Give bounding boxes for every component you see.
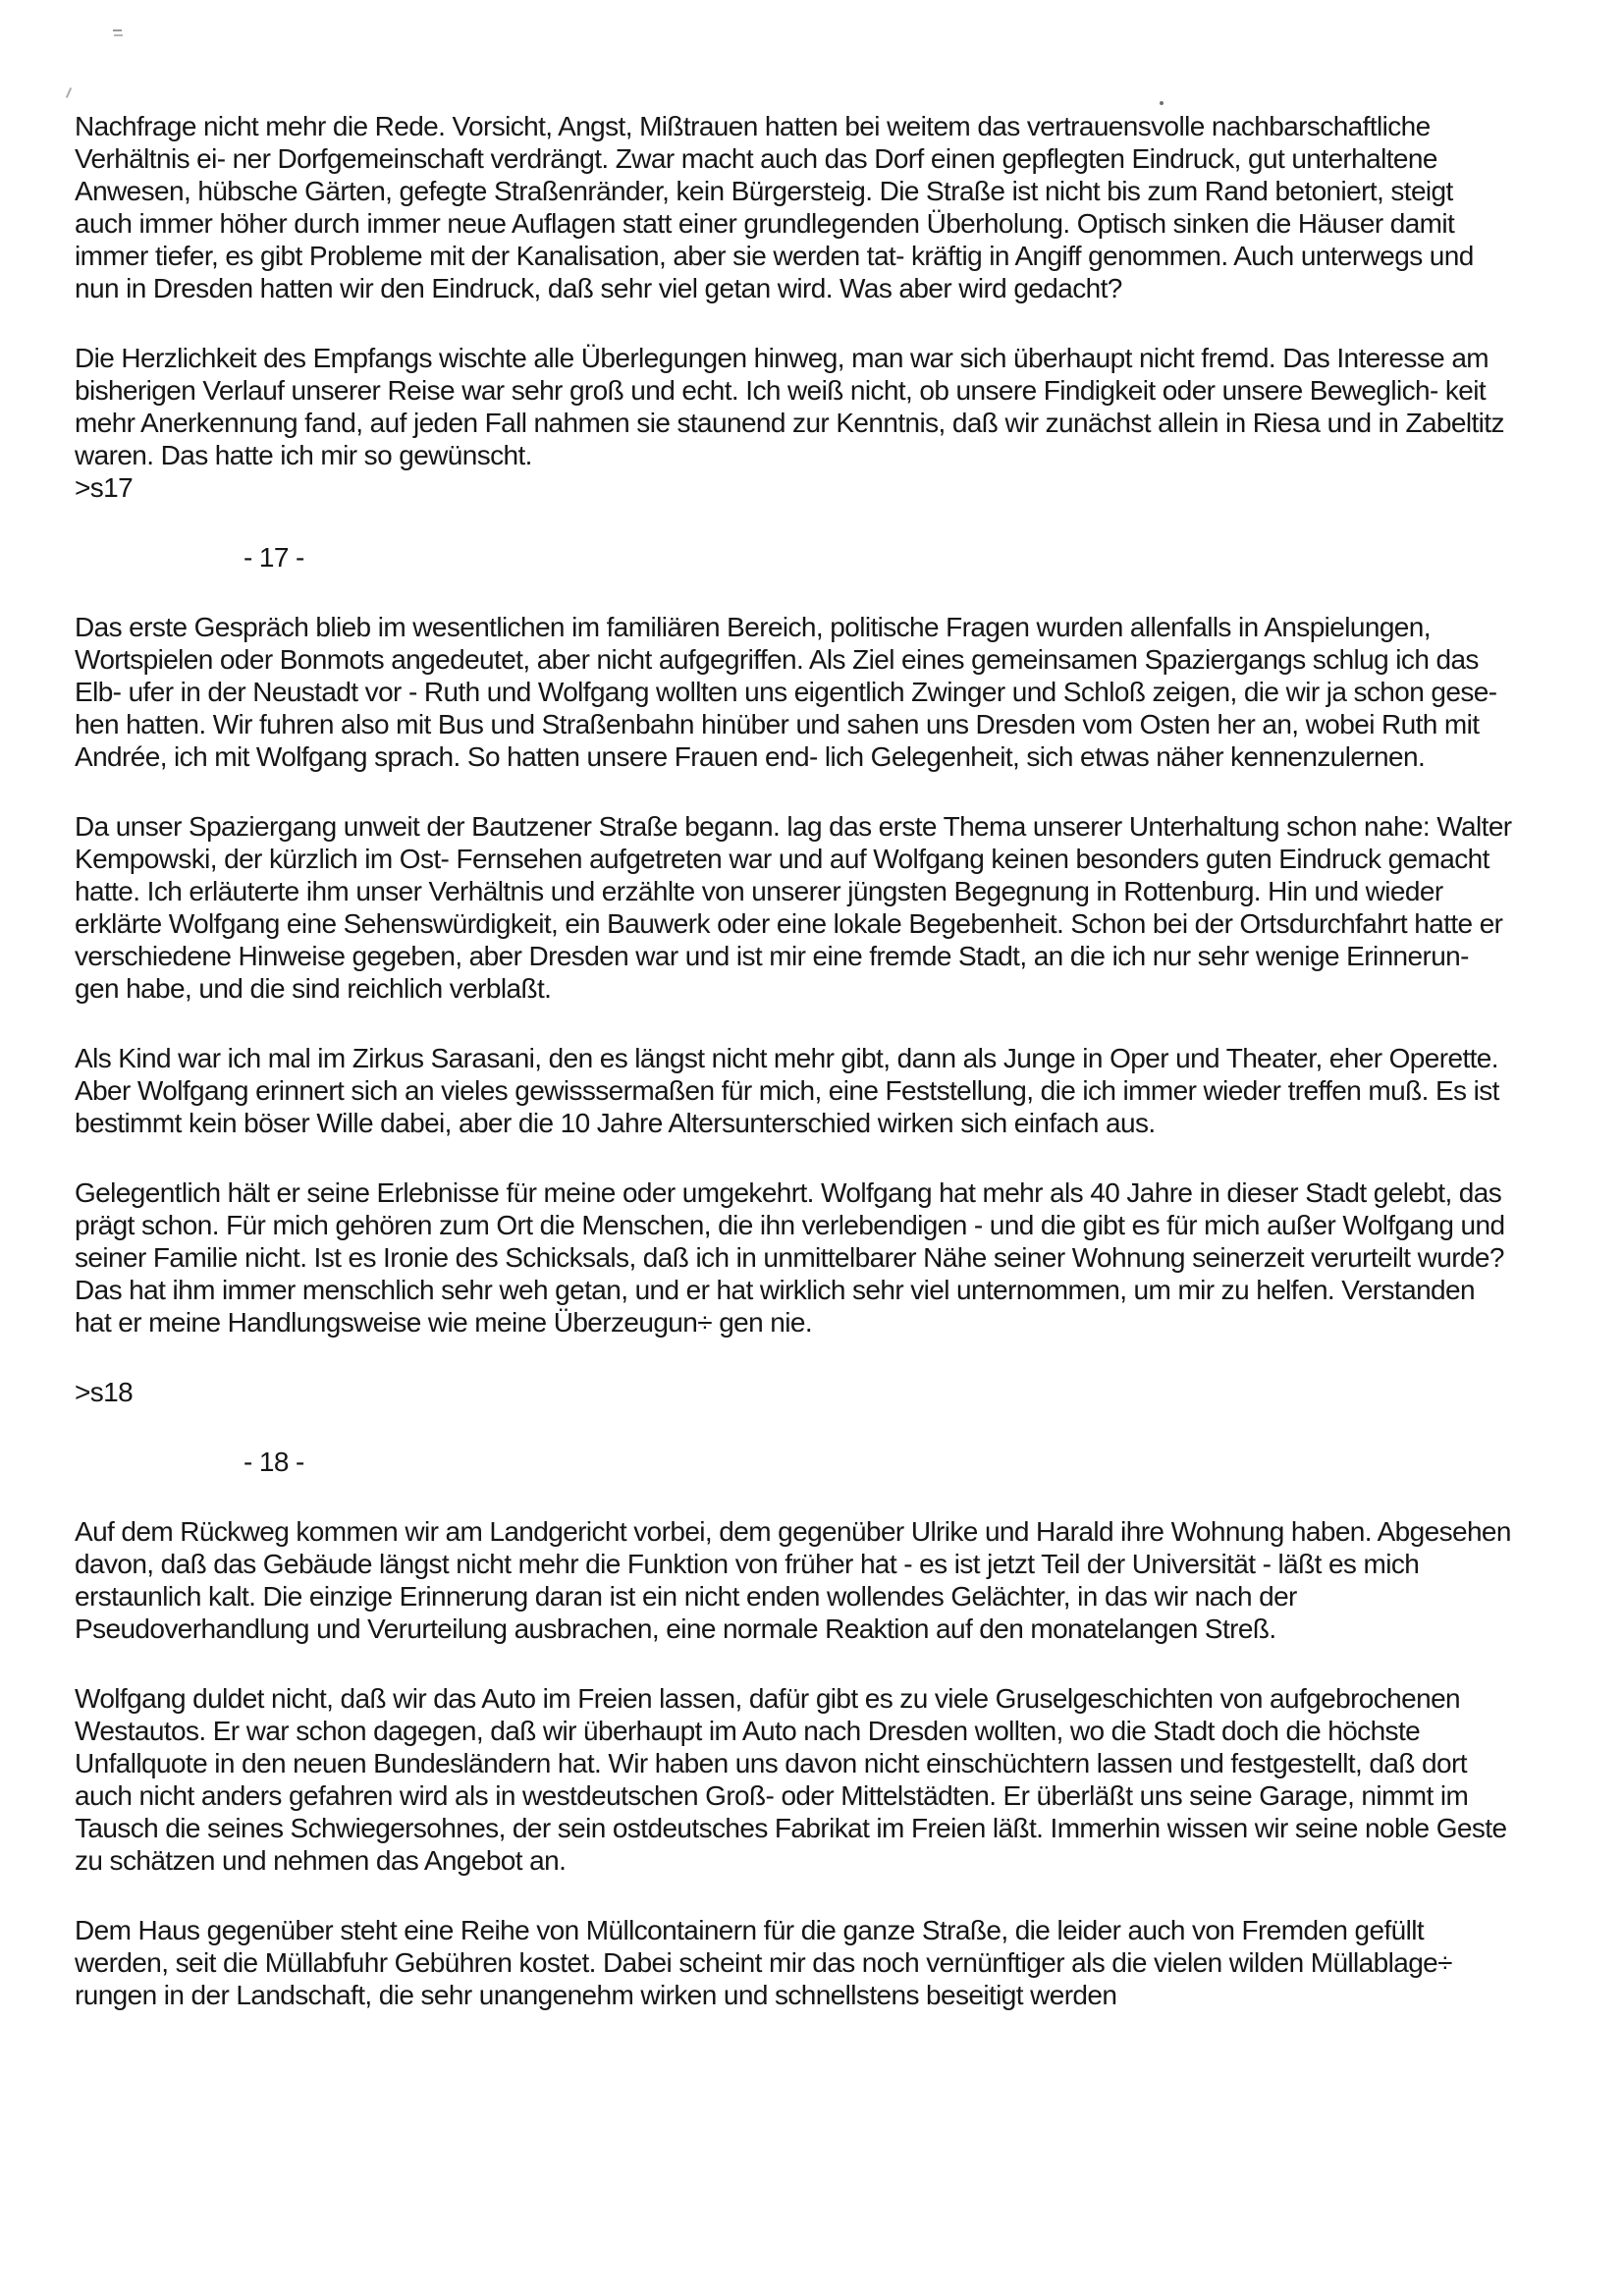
page-marker: - 17 - [244,542,304,573]
paragraph: Die Herzlichkeit des Empfangs wischte alle Überlegungen hinweg, man war sich überhaupt nicht fremd. Das Interesse am bisherigen Verlauf unserer Reise war sehr groß und echt. Ich weiß nicht, ob unsere Findigkeit oder unsere Beweglich- keit mehr Anerkennung fand, auf jeden Fall nahmen sie staunend zur Kenntnis, daß wir zunächst allein in Riesa und in Zabeltitz waren. Das hatte ich mir so gewünscht. [75,343,1504,470]
section-tag: >s17 [75,472,134,503]
paragraph: Gelegentlich hält er seine Erlebnisse für meine oder umgekehrt. Wolfgang hat mehr als 40 Jahre in dieser Stadt gelebt, das prägt schon. Für mich gehören zum Ort die Menschen, die ihn verlebendigen - und die gibt es für mich außer Wolfgang und seiner Familie nicht. Ist es Ironie des Schicksals, daß ich in unmittelbarer Nähe seiner Wohnung seinerzeit verurteilt wurde? Das hat ihm immer menschlich sehr weh getan, und er hat wirklich sehr viel unternommen, um mir zu helfen. Verstanden hat er meine Handlungsweise wie meine Überzeugun÷ gen nie. [75,1177,1505,1338]
paragraph: Als Kind war ich mal im Zirkus Sarasani, den es längst nicht mehr gibt, dann als Junge in Oper und Theater, eher Operette. Aber Wolfgang erinnert sich an vieles gewisssermaßen für mich, eine Feststellung, die ich immer wieder treffen muß. Es ist bestimmt kein böser Wille dabei, aber die 10 Jahre Altersunterschied wirken sich einfach aus. [75,1043,1499,1138]
paragraph: Nachfrage nicht mehr die Rede. Vorsicht, Angst, Mißtrauen hatten bei weitem das vertrauensvolle nachbarschaftliche Verhältnis ei- ner Dorfgemeinschaft verdrängt. Zwar macht auch das Dorf einen gepflegten Eindruck, gut unterhaltene Anwesen, hübsche Gärten, gefegte Straßenränder, kein Bürgersteig. Die Straße ist nicht bis zum Rand betoniert, steigt auch immer höher durch immer neue Auflagen statt einer grundlegenden Überholung. Optisch sinken die Häuser damit immer tiefer, es gibt Probleme mit der Kanalisation, aber sie werden tat- kräftig in Angiff genommen. Auch unterwegs und nun in Dresden hatten wir den Eindruck, daß sehr viel getan wird. Was aber wird gedacht? [75,111,1474,303]
page-marker: - 18 - [244,1447,304,1477]
text-column [75,110,1514,2049]
scan-artifact-top [113,29,122,31]
paragraph: Wolfgang duldet nicht, daß wir das Auto im Freien lassen, dafür gibt es zu viele Gruselgeschichten von aufgebrochenen Westautos. Er war schon dagegen, daß wir überhaupt im Auto nach Dresden wollten, wo die Stadt doch die höchste Unfallquote in den neuen Bundesländern hat. Wir haben uns davon nicht einschüchtern lassen und festgestellt, daß dort auch nicht anders gefahren wird als in westdeutschen Groß- oder Mittelstädten. Er überläßt uns seine Garage, nimmt im Tausch die seines Schwiegersohnes, der sein ostdeutsches Fabrikat im Freien läßt. Immerhin wissen wir seine noble Geste zu schätzen und nehmen das Angebot an. [75,1683,1507,1876]
section-tag: >s18 [75,1377,134,1407]
scan-artifact-margin-tick [66,87,72,98]
paragraph: Da unser Spaziergang unweit der Bautzener Straße begann. lag das erste Thema unserer Unterhaltung schon nahe: Walter Kempowski, der kürzlich im Ost- Fernsehen aufgetreten war und auf Wolfgang keinen besonders guten Eindruck gemacht hatte. Ich erläuterte ihm unser Verhältnis und erzählte von unserer jüngsten Begegnung in Rottenburg. Hin und wieder erklärte Wolfgang eine Sehenswürdigkeit, ein Bauwerk oder eine lokale Begebenheit. Schon bei der Ortsdurchfahrt hatte er verschiedene Hinweise gegeben, aber Dresden war und ist mir eine fremde Stadt, an die ich nur sehr wenige Erinnerun- gen habe, und die sind reichlich verblaßt. [75,811,1512,1004]
paragraph: Dem Haus gegenüber steht eine Reihe von Müllcontainern für die ganze Straße, die leider auch von Fremden gefüllt werden, seit die Müllabfuhr Gebühren kostet. Dabei scheint mir das noch vernünftiger als die vielen wilden Müllablage÷ rungen in der Landschaft, die sehr unangenehm wirken und schnellstens beseitigt werden [75,1915,1452,2010]
paragraph: Das erste Gespräch blieb im wesentlichen im familiären Bereich, politische Fragen wurden allenfalls in Anspielungen, Wortspielen oder Bonmots angedeutet, aber nicht aufgegriffen. Als Ziel eines gemeinsamen Spaziergangs schlug ich das Elb- ufer in der Neustadt vor - Ruth und Wolfgang wollten uns eigentlich Zwinger und Schloß zeigen, die wir ja schon gese- hen hatten. Wir fuhren also mit Bus und Straßenbahn hinüber und sahen uns Dresden vom Osten her an, wobei Ruth mit Andrée, ich mit Wolfgang sprach. So hatten unsere Frauen end- lich Gelegenheit, sich etwas näher kennenzulernen. [75,612,1497,772]
paragraph: Auf dem Rückweg kommen wir am Landgericht vorbei, dem gegenüber Ulrike und Harald ihre Wohnung haben. Abgesehen davon, daß das Gebäude längst nicht mehr die Funktion von früher hat - es ist jetzt Teil der Universität - läßt es mich erstaunlich kalt. Die einzige Erinnerung daran ist ein nicht enden wollendes Gelächter, in das wir nach der Pseudoverhandlung und Verurteilung ausbrachen, eine normale Reaktion auf den monatelangen Streß. [75,1516,1511,1644]
scan-artifact-dot [1160,101,1164,105]
